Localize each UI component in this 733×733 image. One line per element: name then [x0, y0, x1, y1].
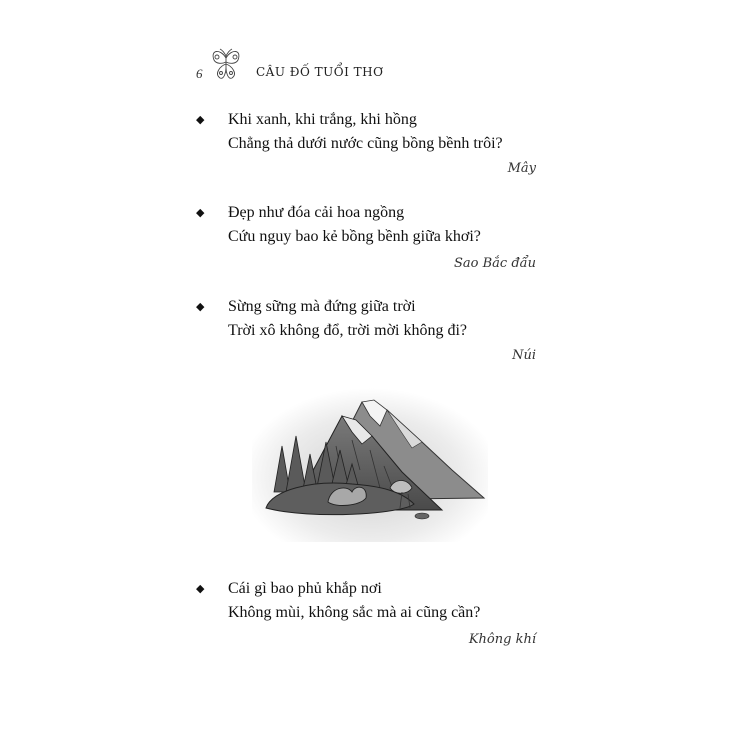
diamond-bullet-icon: ◆ [196, 114, 205, 126]
riddle-answer: Sao Bắc đẩu [454, 256, 536, 271]
riddle-line: Sừng sững mà đứng giữa trời [228, 298, 416, 315]
riddle-line: Khi xanh, khi trắng, khi hồng [228, 111, 417, 128]
diamond-bullet-icon: ◆ [196, 301, 205, 313]
page-number: 6 [196, 66, 203, 81]
riddle-line: Không mùi, không sắc mà ai cũng cần? [228, 604, 481, 621]
riddle-answer: Núi [512, 348, 536, 363]
butterfly-icon [206, 46, 246, 84]
riddle-line: Cứu nguy bao kẻ bồng bềnh giữa khơi? [228, 228, 481, 245]
riddle-answer: Không khí [468, 632, 536, 647]
riddle-line: Cái gì bao phủ khắp nơi [228, 580, 382, 597]
riddle-line: Trời xô không đổ, trời mời không đi? [228, 322, 468, 339]
riddle-line: Đẹp như đóa cải hoa ngồng [228, 204, 405, 221]
riddle-line: Chẳng thả dưới nước cũng bồng bềnh trôi? [228, 135, 503, 152]
mountain-illustration [252, 380, 488, 542]
diamond-bullet-icon: ◆ [196, 583, 205, 595]
diamond-bullet-icon: ◆ [196, 207, 205, 219]
chapter-title: CÂU ĐỐ TUỔI THƠ [256, 65, 384, 79]
riddle-answer: Mây [507, 161, 536, 176]
